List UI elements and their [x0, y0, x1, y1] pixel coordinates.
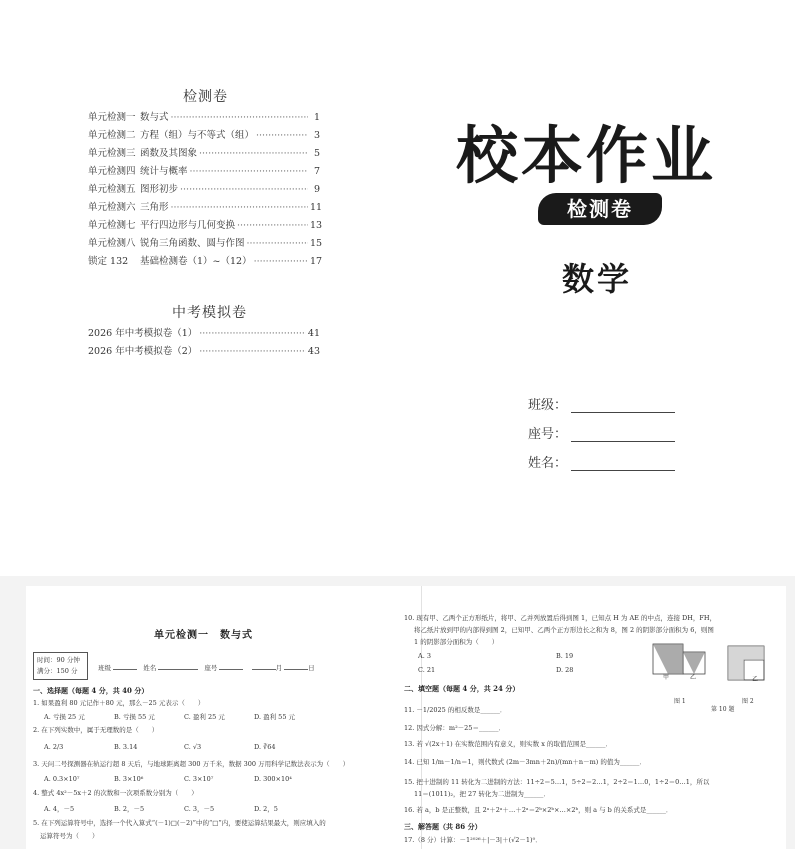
toc-topic: 基础检测卷（1）~（12）	[140, 256, 252, 267]
figure-2-diagram	[726, 644, 772, 684]
header-month-label: 月	[275, 664, 283, 672]
toc-page: 15	[310, 238, 323, 249]
worksheet-title: 单元检测一 数与式	[154, 630, 253, 641]
question-continuation: 11＝(1011)₂，把 27 转化为二进制为______．	[414, 790, 550, 798]
exam-leader	[199, 346, 306, 357]
header-fields[interactable]	[98, 664, 315, 673]
section-heading: 一、选择题（每题 4 分，共 40 分）	[33, 686, 149, 695]
toc-leader	[247, 238, 308, 249]
time-score-box	[33, 652, 88, 680]
toc-item[interactable]	[88, 145, 320, 159]
toc-leader	[190, 166, 308, 177]
figure-yi-label: 乙	[690, 674, 697, 681]
toc-leader	[180, 184, 308, 195]
blank-line[interactable]	[252, 664, 276, 670]
option[interactable]: C. 3，－5	[184, 805, 215, 813]
toc-topic: 统计与概率	[140, 166, 188, 177]
toc-unit: 锁定 132	[88, 256, 129, 267]
toc-title: 检测卷	[183, 89, 228, 105]
toc-leader	[254, 256, 308, 267]
toc-item[interactable]	[88, 217, 323, 231]
option[interactable]: B. 3.14	[114, 743, 138, 751]
toc-unit: 单元检测五	[88, 184, 136, 195]
figure-caption: 第 10 题	[711, 706, 735, 713]
toc-page: 3	[313, 130, 320, 141]
toc-page: 5	[313, 148, 320, 159]
exam-label: 2026 年中考模拟卷（2）	[88, 346, 198, 357]
option[interactable]: D. ∛64	[254, 743, 276, 751]
exam-label: 2026 年中考模拟卷（1）	[88, 328, 198, 339]
toc-unit: 单元检测二	[88, 130, 136, 141]
question: 2. 在下列实数中，属于无理数的是（ ）	[33, 726, 159, 734]
exam-page: 41	[307, 328, 320, 339]
question: 17.（8 分）计算：－1²⁰²⁶＋|－3|＋(√2－1)⁰．	[404, 836, 542, 844]
toc-page: 9	[313, 184, 320, 195]
exam-leader	[199, 328, 306, 339]
seat-input-line[interactable]	[571, 428, 675, 442]
option[interactable]: A. 2/3	[44, 743, 64, 751]
toc-item[interactable]	[88, 109, 320, 123]
score-info: 满分：150 分	[37, 667, 78, 675]
worksheet-page	[26, 586, 786, 849]
toc-unit: 单元检测六	[88, 202, 136, 213]
toc-unit: 单元检测四	[88, 166, 136, 177]
option[interactable]: D. 2，5	[254, 805, 278, 813]
question: 10. 现有甲、乙两个正方形纸片，将甲、乙并列放置后得到图 1，已知点 H 为 AE 的中点，连接 DH，FH，	[404, 614, 717, 622]
question: 13. 若 √(2x＋1) 在实数范围内有意义，则实数 x 的取值范围是______．	[404, 740, 612, 748]
toc-topic: 平行四边形与几何变换	[140, 220, 236, 231]
toc-page: 13	[310, 220, 323, 231]
figure-2-label: 图 2	[742, 698, 754, 705]
seat-field[interactable]	[528, 423, 675, 442]
question: 12. 因式分解：m²－25＝______．	[404, 724, 505, 732]
exam-page: 43	[307, 346, 320, 357]
toc-topic: 三角形	[140, 202, 169, 213]
question: 15. 把十进制的 11 转化为二进制的方法：11÷2＝5…1，5÷2＝2…1，2÷2＝1…0，1÷2＝0…1，所以	[404, 778, 710, 786]
option[interactable]: C. 3×10⁷	[184, 775, 214, 783]
toc-leader	[171, 202, 308, 213]
blank-line[interactable]	[113, 664, 137, 670]
toc-leader	[256, 130, 308, 141]
subject-title: 数学	[562, 260, 633, 298]
option[interactable]: D. 盈利 55 元	[254, 713, 296, 721]
question: 14. 已知 1/m－1/n＝1，则代数式 (2m－3mn＋2n)/(mn＋n－m) 的值为______．	[404, 758, 646, 766]
blank-line[interactable]	[219, 664, 243, 670]
question-continuation: 运算符号为（ ）	[40, 832, 99, 840]
brand-title: 校本作业	[456, 119, 717, 192]
question: 1. 如果盈利 80 元记作＋80 元，那么－25 元表示（ ）	[33, 699, 205, 707]
toc-item[interactable]	[88, 127, 320, 141]
option[interactable]: B. 3×10⁶	[114, 775, 144, 783]
toc-leader	[237, 220, 308, 231]
question: 3. 天问二号探测器在轨运行超 8 天后，与地球距离超 300 万千米，数据 300 万用科学记数法表示为（ ）	[33, 760, 350, 768]
toc-topic: 函数及其图象	[140, 148, 198, 159]
question-continuation: 将乙纸片放到甲的内部得到图 2，已知甲、乙两个正方形边长之和为 8，图 2 的阴影部分面积为 6，则图	[414, 626, 714, 634]
header-class-label: 班级	[98, 664, 111, 672]
toc-topic: 图形初步	[140, 184, 179, 195]
class-input-line[interactable]	[571, 399, 675, 413]
exam-item[interactable]	[88, 325, 320, 339]
exam-section-title: 中考模拟卷	[172, 305, 247, 321]
name-field[interactable]	[528, 452, 675, 471]
option[interactable]: D. 300×10⁴	[254, 775, 292, 783]
toc-page: 1	[313, 112, 320, 123]
seat-label: 座号：	[528, 427, 568, 442]
toc-unit: 单元检测七	[88, 220, 136, 231]
header-name-label: 姓名	[143, 664, 157, 672]
toc-page: 17	[310, 256, 323, 267]
toc-topic: 锐角三角函数、圆与作图	[140, 238, 245, 249]
time-info: 时间：90 分钟	[37, 656, 80, 664]
blank-line[interactable]	[284, 664, 308, 670]
option[interactable]: D. 28	[556, 666, 574, 674]
toc-item[interactable]	[88, 181, 320, 195]
option[interactable]: A. 亏损 25 元	[44, 713, 85, 721]
toc-item[interactable]	[88, 163, 320, 177]
figure-jia-label: 甲	[663, 674, 670, 681]
header-seat-label: 座号	[204, 664, 218, 672]
option[interactable]: A. 3	[418, 652, 431, 660]
question: 5. 在下列运算符号中，选择一个代入算式“(－1)□(－2)”中的“□”内，要使运算结果最大，则应填入的	[33, 819, 326, 827]
figure-1-label: 图 1	[674, 698, 686, 705]
question-continuation: 1 的阴影部分面积为（ ）	[414, 638, 499, 646]
option[interactable]: C. 盈利 25 元	[184, 713, 225, 721]
toc-item[interactable]	[88, 235, 323, 249]
option[interactable]: C. 21	[418, 666, 436, 674]
name-label: 姓名：	[528, 456, 568, 471]
option[interactable]: B. 亏损 55 元	[114, 713, 155, 721]
option[interactable]: B. 2，－5	[114, 805, 145, 813]
toc-unit: 单元检测三	[88, 148, 136, 159]
class-field[interactable]	[528, 394, 675, 413]
option[interactable]: B. 19	[556, 652, 574, 660]
section-heading: 二、填空题（每题 4 分，共 24 分）	[404, 684, 520, 693]
toc-item[interactable]	[88, 199, 323, 213]
toc-page: 11	[310, 202, 323, 213]
figure-2-yi-label: 乙	[752, 676, 759, 683]
toc-leader	[199, 148, 308, 159]
toc-unit: 单元检测八	[88, 238, 136, 249]
exam-item[interactable]	[88, 343, 320, 357]
toc-topic: 数与式	[140, 112, 169, 123]
toc-item[interactable]	[88, 253, 323, 267]
option[interactable]: A. 0.3×10⁷	[44, 775, 80, 783]
section-heading: 三、解答题（共 86 分）	[404, 822, 482, 831]
option[interactable]: C. √3	[184, 743, 202, 751]
question: 16. 若 a，b 是正整数，且 2ᵃ＋2ᵃ＋…＋2ᵃ＝2ᵇ×2ᵇ×…×2ᵇ，则 a 与 b 的关系式是______．	[404, 806, 673, 814]
class-label: 班级：	[528, 398, 568, 413]
figure-1-diagram	[651, 638, 713, 686]
question: 11. －1/2025 的相反数是______．	[404, 706, 507, 714]
blank-line[interactable]	[158, 664, 198, 670]
brand-badge: 检测卷	[538, 193, 662, 225]
toc-topic: 方程（组）与不等式（组）	[140, 130, 255, 141]
name-input-line[interactable]	[571, 457, 675, 471]
toc-unit: 单元检测一	[88, 112, 136, 123]
question: 4. 整式 4x²－5x＋2 的次数和一次项系数分别为（ ）	[33, 789, 198, 797]
header-day-label: 日	[308, 664, 315, 672]
toc-page: 7	[313, 166, 320, 177]
toc-leader	[171, 112, 308, 123]
option[interactable]: A. 4，－5	[44, 805, 75, 813]
worksheet-preview	[0, 576, 795, 849]
